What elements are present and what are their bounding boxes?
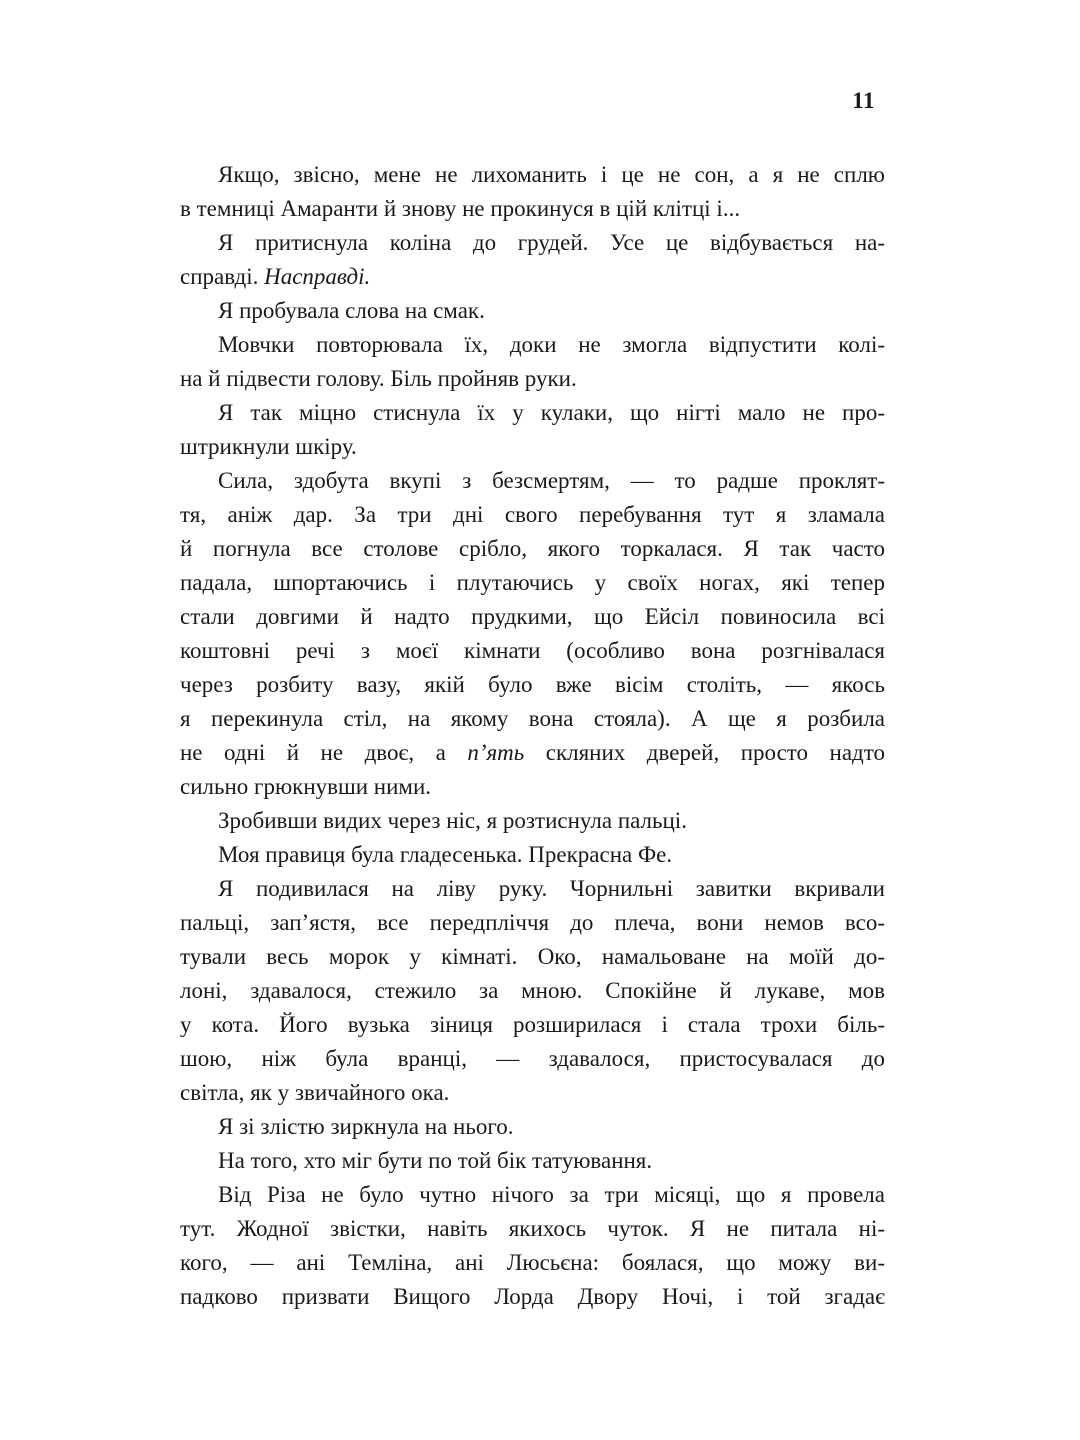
- text-segment: падково призвати Вищого Лорда Двору Ночі, і той згадає: [180, 1284, 885, 1309]
- text-segment: падала, шпортаючись і плутаючись у своїх ногах, які тепер: [180, 570, 885, 595]
- text-segment: я перекинула стіл, на якому вона стояла). А ще я розбила: [180, 706, 885, 731]
- text-line: [180, 1246, 885, 1280]
- text-line: [180, 430, 885, 464]
- text-line: [180, 974, 885, 1008]
- text-segment: Від Різа не було чутно нічого за три місяці, що я провела: [218, 1182, 885, 1207]
- text-line: [180, 702, 885, 736]
- text-segment: Я притиснула коліна до грудей. Усе це відбувається на-: [218, 230, 885, 255]
- text-segment: тя, аніж дар. За три дні свого перебування тут я зламала: [180, 502, 885, 527]
- text-segment: на й підвести голову. Біль пройняв руки.: [180, 366, 577, 391]
- text-segment: Моя правиця була гладесенька. Прекрасна Фе.: [218, 842, 673, 867]
- text-line: [180, 566, 885, 600]
- text-line: [180, 838, 885, 872]
- text-line: [180, 396, 885, 430]
- text-segment: в темниці Амаранти й знову не прокинуся в цій клітці і...: [180, 196, 741, 221]
- text-line: [180, 940, 885, 974]
- text-line: [180, 1212, 885, 1246]
- text-segment: тували весь морок у кімнаті. Око, намальоване на моїй до-: [180, 944, 885, 969]
- text-segment: шою, ніж була вранці, — здавалося, пристосувалася до: [180, 1046, 885, 1071]
- text-line: [180, 668, 885, 702]
- text-segment: штрикнули шкіру.: [180, 434, 357, 459]
- text-segment: Я подивилася на ліву руку. Чорнильні завитки вкривали: [218, 876, 885, 901]
- text-line: [180, 1076, 885, 1110]
- page-text: [180, 158, 885, 1314]
- text-segment: кого, — ані Темліна, ані Люсьєна: боялася, що можу ви-: [180, 1250, 885, 1275]
- text-segment: тут. Жодної звістки, навіть якихось чуток. Я не питала ні-: [180, 1216, 885, 1241]
- text-segment: й погнула все столове срібло, якого торкалася. Я так часто: [180, 536, 885, 561]
- text-line: [180, 804, 885, 838]
- text-segment: коштовні речі з моєї кімнати (особливо вона розгнівалася: [180, 638, 885, 663]
- text-line: [180, 498, 885, 532]
- text-line: [180, 872, 885, 906]
- page-number: 11: [852, 88, 875, 113]
- text-line: [180, 634, 885, 668]
- text-line: [180, 1042, 885, 1076]
- text-line: [180, 1110, 885, 1144]
- text-line: [180, 226, 885, 260]
- text-line: [180, 532, 885, 566]
- text-segment: Я так міцно стиснула їх у кулаки, що нігті мало не про-: [218, 400, 885, 425]
- text-line: [180, 362, 885, 396]
- text-segment: Зробивши видих через ніс, я розтиснула пальці.: [218, 808, 687, 833]
- text-segment: Я пробувала слова на смак.: [218, 298, 485, 323]
- text-segment: Я зі злістю зиркнула на нього.: [218, 1114, 514, 1139]
- text-line: [180, 328, 885, 362]
- text-segment: Якщо, звісно, мене не лихоманить і це не сон, а я не сплю: [218, 162, 885, 187]
- text-segment: Сила, здобута вкупі з безсмертям, — то радше проклят-: [218, 468, 885, 493]
- text-line: [180, 600, 885, 634]
- text-line: [180, 770, 885, 804]
- text-line: [180, 1178, 885, 1212]
- text-segment: сильно грюкнувши ними.: [180, 774, 432, 799]
- text-line: [180, 158, 885, 192]
- text-segment: пальці, зап’ястя, все передпліччя до плеча, вони немов всо-: [180, 910, 885, 935]
- text-segment: світла, як у звичайного ока.: [180, 1080, 450, 1105]
- text-segment: не одні й не двоє, а: [180, 740, 468, 765]
- text-segment: лоні, здавалося, стежило за мною. Спокійне й лукаве, мов: [180, 978, 885, 1003]
- text-line: [180, 294, 885, 328]
- text-line: [180, 464, 885, 498]
- text-line: [180, 906, 885, 940]
- text-line: [180, 736, 885, 770]
- text-segment: у кота. Його вузька зіниця розширилася і стала трохи біль-: [180, 1012, 885, 1037]
- text-line: [180, 1144, 885, 1178]
- text-segment: через розбиту вазу, якій було вже вісім століть, — якось: [180, 672, 885, 697]
- text-line: [180, 260, 885, 294]
- text-segment: справді.: [180, 264, 265, 289]
- italic-text: п’ять: [467, 740, 525, 765]
- text-line: [180, 1280, 885, 1314]
- text-segment: Мовчки повторювала їх, доки не змогла відпустити колі-: [218, 332, 885, 357]
- text-segment: скляних дверей, просто надто: [524, 740, 886, 765]
- text-line: [180, 1008, 885, 1042]
- italic-text: Насправді.: [264, 264, 371, 289]
- text-segment: стали довгими й надто прудкими, що Ейсіл повиносила всі: [180, 604, 885, 629]
- text-line: [180, 192, 885, 226]
- text-segment: На того, хто міг бути по той бік татуювання.: [218, 1148, 653, 1173]
